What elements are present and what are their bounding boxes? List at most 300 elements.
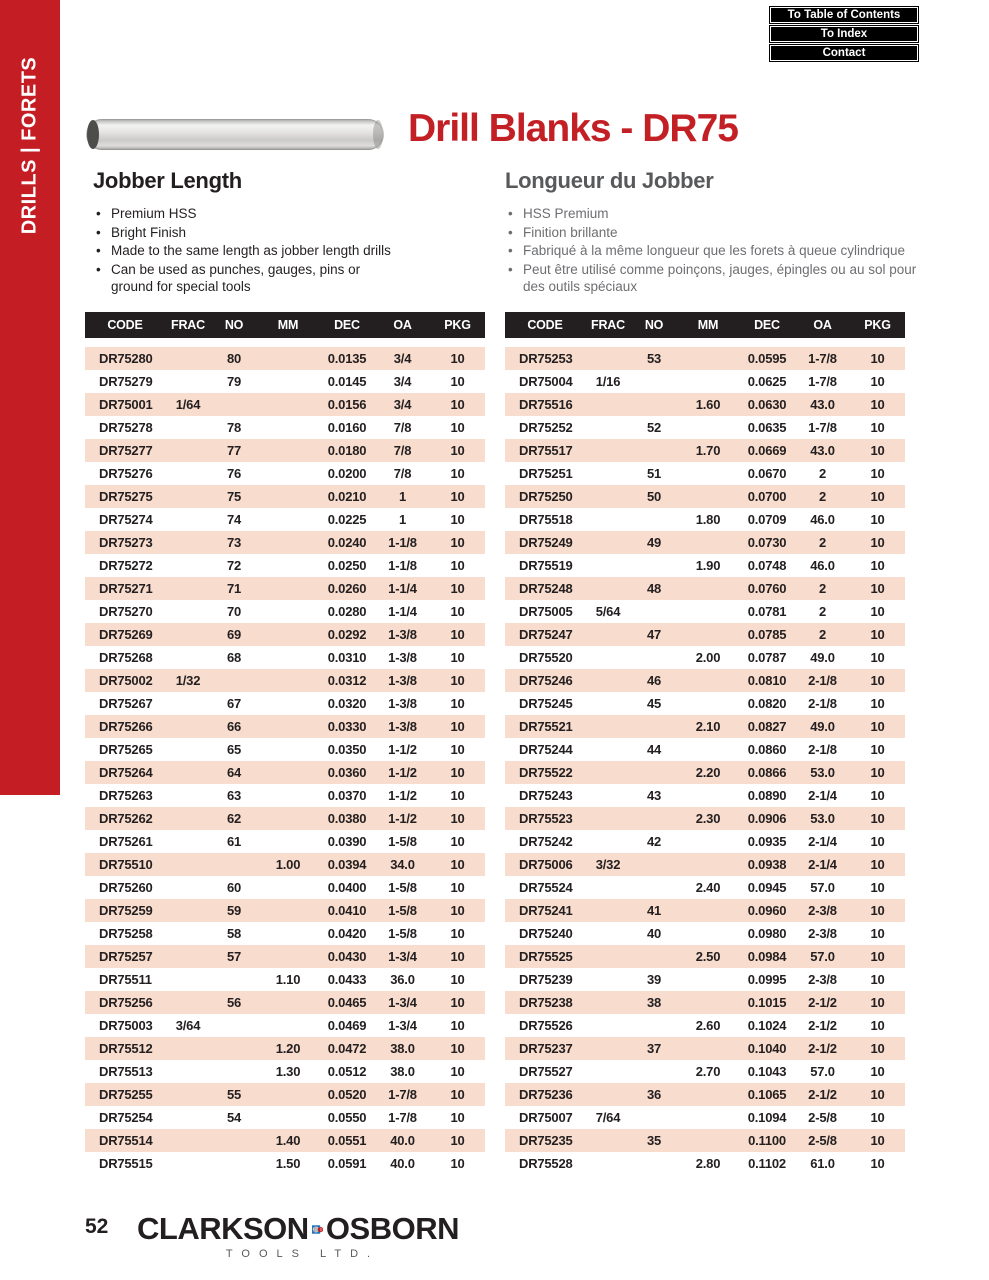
cell-pkg: 10 xyxy=(450,420,465,435)
cell-code: DR75510 xyxy=(99,857,153,872)
table-row xyxy=(505,784,905,807)
cell-dec: 0.0980 xyxy=(747,926,787,941)
cell-pkg: 10 xyxy=(870,1018,885,1033)
cell-pkg: 10 xyxy=(870,1041,885,1056)
cell-pkg: 10 xyxy=(870,742,885,757)
table-row xyxy=(85,830,485,853)
cell-oa: 1-1/4 xyxy=(388,604,417,619)
cell-dec: 0.0938 xyxy=(747,857,787,872)
cell-mm: 2.70 xyxy=(695,1064,721,1079)
cell-code: DR75267 xyxy=(99,696,153,711)
cell-no: 60 xyxy=(226,880,242,895)
cell-pkg: 10 xyxy=(450,719,465,734)
cell-dec: 0.0760 xyxy=(747,581,787,596)
cell-no: 62 xyxy=(226,811,242,826)
cell-oa: 2 xyxy=(818,466,827,481)
cell-oa: 49.0 xyxy=(810,650,835,665)
cell-pkg: 10 xyxy=(870,604,885,619)
feature-item xyxy=(505,261,923,296)
cell-no: 80 xyxy=(226,351,242,366)
cell-pkg: 10 xyxy=(870,558,885,573)
cell-pkg: 10 xyxy=(450,765,465,780)
cell-dec: 0.0200 xyxy=(327,466,367,481)
cell-pkg: 10 xyxy=(870,696,885,711)
cell-dec: 0.0225 xyxy=(327,512,367,527)
cell-dec: 0.0550 xyxy=(327,1110,367,1125)
table-row xyxy=(505,1037,905,1060)
cell-code: DR75521 xyxy=(519,719,573,734)
cell-dec: 0.0810 xyxy=(747,673,787,688)
cell-no: 77 xyxy=(226,443,242,458)
cell-code: DR75005 xyxy=(519,604,573,619)
cell-dec: 0.0433 xyxy=(327,972,367,987)
cell-oa: 3/4 xyxy=(393,351,412,366)
feature-text: Finition brillante xyxy=(523,224,618,240)
cell-oa: 2-3/8 xyxy=(808,903,837,918)
cell-code: DR75514 xyxy=(99,1133,153,1148)
cell-code: DR75001 xyxy=(99,397,153,412)
section-jobber-length xyxy=(93,168,405,297)
cell-code: DR75238 xyxy=(519,995,573,1010)
table-row xyxy=(85,393,485,416)
cell-dec: 0.0360 xyxy=(327,765,367,780)
column-header-mm: MM xyxy=(697,318,719,332)
cell-dec: 0.0787 xyxy=(747,650,787,665)
cell-dec: 0.0380 xyxy=(327,811,367,826)
cell-no: 68 xyxy=(226,650,242,665)
cell-no: 42 xyxy=(646,834,662,849)
cell-no: 72 xyxy=(226,558,242,573)
column-header-no: NO xyxy=(224,318,244,332)
cell-no: 74 xyxy=(226,512,242,527)
cell-code: DR75274 xyxy=(99,512,153,527)
cell-pkg: 10 xyxy=(870,834,885,849)
cell-oa: 1-3/8 xyxy=(388,696,417,711)
cell-code: DR75242 xyxy=(519,834,573,849)
cell-frac: 1/16 xyxy=(595,374,621,389)
table-body xyxy=(85,347,485,1175)
cell-code: DR75272 xyxy=(99,558,153,573)
cell-dec: 0.0669 xyxy=(747,443,787,458)
cell-mm: 1.90 xyxy=(695,558,721,573)
table-row xyxy=(85,738,485,761)
cell-mm: 1.40 xyxy=(275,1133,301,1148)
cell-mm: 1.60 xyxy=(695,397,721,412)
column-header-code: CODE xyxy=(527,318,563,332)
cell-pkg: 10 xyxy=(450,949,465,964)
cell-oa: 46.0 xyxy=(810,512,835,527)
cell-pkg: 10 xyxy=(450,374,465,389)
cell-code: DR75243 xyxy=(519,788,573,803)
cell-oa: 57.0 xyxy=(810,1064,835,1079)
cell-pkg: 10 xyxy=(450,1110,465,1125)
table-row xyxy=(85,853,485,876)
cell-code: DR75527 xyxy=(519,1064,573,1079)
cell-oa: 2 xyxy=(818,581,827,596)
cell-pkg: 10 xyxy=(870,650,885,665)
cell-no: 65 xyxy=(226,742,242,757)
cell-no: 44 xyxy=(646,742,662,757)
cell-code: DR75275 xyxy=(99,489,153,504)
cell-code: DR75250 xyxy=(519,489,573,504)
cell-pkg: 10 xyxy=(450,466,465,481)
cell-code: DR75523 xyxy=(519,811,573,826)
table-row xyxy=(505,1014,905,1037)
table-row xyxy=(85,968,485,991)
cell-frac: 7/64 xyxy=(595,1110,621,1125)
cell-oa: 7/8 xyxy=(393,466,412,481)
cell-dec: 0.0860 xyxy=(747,742,787,757)
table-row xyxy=(505,554,905,577)
cell-code: DR75252 xyxy=(519,420,573,435)
cell-code: DR75268 xyxy=(99,650,153,665)
cell-dec: 0.0670 xyxy=(747,466,787,481)
cell-oa: 2 xyxy=(818,627,827,642)
cell-code: DR75518 xyxy=(519,512,573,527)
cell-no: 58 xyxy=(226,926,242,941)
cell-dec: 0.0250 xyxy=(327,558,367,573)
cell-mm: 1.00 xyxy=(275,857,301,872)
table-row xyxy=(505,1129,905,1152)
cell-dec: 0.0785 xyxy=(747,627,787,642)
cell-oa: 1-3/4 xyxy=(388,949,417,964)
cell-code: DR75273 xyxy=(99,535,153,550)
cell-dec: 0.0280 xyxy=(327,604,367,619)
cell-oa: 43.0 xyxy=(810,397,835,412)
cell-pkg: 10 xyxy=(450,1064,465,1079)
cell-frac: 3/32 xyxy=(595,857,621,872)
cell-dec: 0.0320 xyxy=(327,696,367,711)
cell-code: DR75004 xyxy=(519,374,573,389)
cell-oa: 2-1/8 xyxy=(808,673,837,688)
cell-mm: 2.80 xyxy=(695,1156,721,1171)
cell-pkg: 10 xyxy=(450,604,465,619)
cell-dec: 0.0827 xyxy=(747,719,787,734)
cell-dec: 0.0945 xyxy=(747,880,787,895)
cell-oa: 1 xyxy=(398,489,407,504)
column-header-code: CODE xyxy=(107,318,143,332)
table-row xyxy=(505,508,905,531)
section-heading-en: Jobber Length xyxy=(93,168,242,193)
cell-pkg: 10 xyxy=(870,1110,885,1125)
nav-button-contact[interactable]: Contact xyxy=(770,45,918,61)
cell-dec: 0.0180 xyxy=(327,443,367,458)
cell-code: DR75256 xyxy=(99,995,153,1010)
cell-pkg: 10 xyxy=(450,1156,465,1171)
feature-item xyxy=(93,242,405,260)
cell-oa: 1-7/8 xyxy=(808,351,837,366)
table-row xyxy=(85,1152,485,1175)
cell-oa: 2 xyxy=(818,604,827,619)
table-row xyxy=(505,347,905,370)
cell-code: DR75276 xyxy=(99,466,153,481)
feature-text: Peut être utilisé comme poinçons, jauges, épingles ou au sol pour des outils spéciaux xyxy=(523,261,917,294)
cell-dec: 0.0469 xyxy=(327,1018,367,1033)
cell-oa: 1-3/8 xyxy=(388,673,417,688)
table-row xyxy=(85,876,485,899)
table-row xyxy=(505,853,905,876)
cell-pkg: 10 xyxy=(450,696,465,711)
cell-oa: 2-1/2 xyxy=(808,1041,837,1056)
cell-pkg: 10 xyxy=(870,811,885,826)
cell-dec: 0.1065 xyxy=(747,1087,787,1102)
cell-mm: 1.70 xyxy=(695,443,721,458)
cell-code: DR75248 xyxy=(519,581,573,596)
cell-dec: 0.0748 xyxy=(747,558,787,573)
brand-name-right: OSBORN xyxy=(325,1211,459,1246)
column-header-pkg: PKG xyxy=(864,318,891,332)
cell-dec: 0.1043 xyxy=(747,1064,787,1079)
feature-text: Can be used as punches, gauges, pins or ground for special tools xyxy=(111,261,361,294)
cell-code: DR75280 xyxy=(99,351,153,366)
cell-code: DR75264 xyxy=(99,765,153,780)
feature-item xyxy=(505,205,923,223)
cell-oa: 53.0 xyxy=(810,765,835,780)
cell-pkg: 10 xyxy=(450,880,465,895)
cell-code: DR75512 xyxy=(99,1041,153,1056)
cell-dec: 0.0472 xyxy=(327,1041,367,1056)
table-row xyxy=(505,646,905,669)
cell-oa: 53.0 xyxy=(810,811,835,826)
cell-oa: 61.0 xyxy=(810,1156,835,1171)
cell-oa: 2-1/4 xyxy=(808,834,837,849)
cell-oa: 1-3/8 xyxy=(388,650,417,665)
cell-dec: 0.0635 xyxy=(747,420,787,435)
cell-oa: 1-3/8 xyxy=(388,719,417,734)
cell-dec: 0.0240 xyxy=(327,535,367,550)
cell-code: DR75006 xyxy=(519,857,573,872)
table-header xyxy=(85,312,485,338)
cell-pkg: 10 xyxy=(450,834,465,849)
table-row xyxy=(85,531,485,554)
table-row xyxy=(505,692,905,715)
cell-oa: 1-1/4 xyxy=(388,581,417,596)
cell-dec: 0.1100 xyxy=(748,1133,786,1148)
cell-no: 35 xyxy=(646,1133,662,1148)
cell-pkg: 10 xyxy=(870,489,885,504)
cell-dec: 0.0820 xyxy=(747,696,787,711)
cell-no: 55 xyxy=(226,1087,242,1102)
cell-oa: 1-3/8 xyxy=(388,627,417,642)
cell-pkg: 10 xyxy=(450,1018,465,1033)
cell-code: DR75513 xyxy=(99,1064,153,1079)
table-row xyxy=(505,462,905,485)
cell-pkg: 10 xyxy=(870,719,885,734)
cell-pkg: 10 xyxy=(870,581,885,596)
cell-pkg: 10 xyxy=(870,1156,885,1171)
table-row xyxy=(505,807,905,830)
cell-pkg: 10 xyxy=(450,811,465,826)
cell-oa: 1-3/4 xyxy=(388,1018,417,1033)
cell-oa: 57.0 xyxy=(810,949,835,964)
cell-dec: 0.0984 xyxy=(747,949,787,964)
cell-pkg: 10 xyxy=(870,949,885,964)
table-row xyxy=(85,1060,485,1083)
bullet-icon: • xyxy=(96,224,101,240)
cell-pkg: 10 xyxy=(450,627,465,642)
cell-no: 59 xyxy=(226,903,242,918)
cell-dec: 0.0700 xyxy=(747,489,787,504)
cell-code: DR75237 xyxy=(519,1041,573,1056)
brand-logo-icon xyxy=(312,1214,323,1245)
cell-oa: 2-5/8 xyxy=(808,1110,837,1125)
bullet-icon: • xyxy=(508,243,513,258)
cell-dec: 0.0781 xyxy=(747,604,787,619)
cell-dec: 0.0625 xyxy=(747,374,787,389)
cell-dec: 0.0394 xyxy=(327,857,367,872)
cell-oa: 2-1/2 xyxy=(808,1018,837,1033)
cell-pkg: 10 xyxy=(870,466,885,481)
cell-code: DR75511 xyxy=(99,972,152,987)
cell-no: 79 xyxy=(226,374,242,389)
table-row xyxy=(85,439,485,462)
cell-no: 37 xyxy=(646,1041,662,1056)
cell-oa: 1-1/8 xyxy=(388,558,417,573)
cell-dec: 0.0370 xyxy=(327,788,367,803)
table-row xyxy=(505,899,905,922)
cell-no: 67 xyxy=(226,696,242,711)
column-header-oa: OA xyxy=(393,318,412,332)
cell-dec: 0.0420 xyxy=(327,926,367,941)
column-header-frac: FRAC xyxy=(591,318,625,332)
cell-oa: 1-1/2 xyxy=(388,765,417,780)
cell-pkg: 10 xyxy=(450,650,465,665)
cell-code: DR75236 xyxy=(519,1087,573,1102)
column-header-dec: DEC xyxy=(334,318,360,332)
cell-code: DR75240 xyxy=(519,926,573,941)
section-heading-fr: Longueur du Jobber xyxy=(505,168,714,193)
feature-text: Premium HSS xyxy=(111,206,197,221)
cell-code: DR75249 xyxy=(519,535,573,550)
table-row xyxy=(505,669,905,692)
cell-no: 66 xyxy=(226,719,242,734)
table-row xyxy=(505,393,905,416)
nav-button-to-index[interactable]: To Index xyxy=(770,26,918,42)
cell-no: 50 xyxy=(646,489,662,504)
cell-oa: 2-3/8 xyxy=(808,972,837,987)
cell-dec: 0.0960 xyxy=(747,903,787,918)
feature-list-en xyxy=(93,205,405,296)
cell-no: 69 xyxy=(226,627,242,642)
cell-code: DR75244 xyxy=(519,742,573,757)
cell-code: DR75247 xyxy=(519,627,573,642)
cell-no: 61 xyxy=(226,834,242,849)
cell-dec: 0.0866 xyxy=(747,765,787,780)
cell-pkg: 10 xyxy=(870,765,885,780)
cell-no: 39 xyxy=(646,972,662,987)
cell-code: DR75253 xyxy=(519,351,573,366)
cell-code: DR75262 xyxy=(99,811,153,826)
cell-pkg: 10 xyxy=(450,903,465,918)
cell-oa: 1-7/8 xyxy=(808,374,837,389)
table-row xyxy=(85,577,485,600)
cell-dec: 0.1102 xyxy=(748,1156,786,1171)
cell-oa: 1-7/8 xyxy=(388,1087,417,1102)
cell-dec: 0.0145 xyxy=(327,374,367,389)
cell-pkg: 10 xyxy=(870,972,885,987)
table-row xyxy=(85,1083,485,1106)
nav-button-to-table-of-contents[interactable]: To Table of Contents xyxy=(770,7,918,23)
cell-oa: 2-1/8 xyxy=(808,696,837,711)
cell-code: DR75270 xyxy=(99,604,153,619)
table-header xyxy=(505,312,905,338)
cell-code: DR75515 xyxy=(99,1156,153,1171)
cell-mm: 2.60 xyxy=(695,1018,721,1033)
table-row xyxy=(505,416,905,439)
feature-text: Fabriqué à la même longueur que les forets à queue cylindrique xyxy=(523,243,905,258)
table-row xyxy=(85,1014,485,1037)
cell-oa: 1-5/8 xyxy=(388,903,417,918)
cell-code: DR75266 xyxy=(99,719,153,734)
cell-mm: 2.50 xyxy=(695,949,721,964)
drill-table-left xyxy=(85,312,485,1175)
cell-dec: 0.0135 xyxy=(327,351,367,366)
cell-code: DR75261 xyxy=(99,834,153,849)
table-row xyxy=(505,761,905,784)
cell-pkg: 10 xyxy=(450,397,465,412)
cell-dec: 0.0350 xyxy=(327,742,367,757)
feature-item xyxy=(505,242,923,260)
cell-code: DR75269 xyxy=(99,627,153,642)
cell-frac: 1/64 xyxy=(175,397,201,412)
table-row xyxy=(505,623,905,646)
column-header-dec: DEC xyxy=(754,318,780,332)
cell-no: 53 xyxy=(646,351,662,366)
cell-pkg: 10 xyxy=(450,512,465,527)
cell-pkg: 10 xyxy=(450,1087,465,1102)
cell-oa: 2-1/2 xyxy=(808,1087,837,1102)
cell-dec: 0.0906 xyxy=(747,811,787,826)
cell-no: 36 xyxy=(646,1087,662,1102)
cell-oa: 1-1/2 xyxy=(388,811,417,826)
cell-oa: 1-3/4 xyxy=(388,995,417,1010)
cell-mm: 1.80 xyxy=(695,512,721,527)
cell-no: 41 xyxy=(646,903,662,918)
cell-pkg: 10 xyxy=(450,581,465,596)
table-body xyxy=(505,347,905,1175)
cell-dec: 0.1094 xyxy=(747,1110,787,1125)
cell-pkg: 10 xyxy=(870,535,885,550)
table-row xyxy=(85,1106,485,1129)
cell-pkg: 10 xyxy=(870,995,885,1010)
cell-pkg: 10 xyxy=(450,788,465,803)
cell-pkg: 10 xyxy=(450,742,465,757)
bullet-icon: • xyxy=(96,243,101,258)
cell-oa: 38.0 xyxy=(390,1064,415,1079)
cell-dec: 0.0210 xyxy=(327,489,367,504)
table-row xyxy=(505,439,905,462)
cell-code: DR75254 xyxy=(99,1110,153,1125)
cell-oa: 2 xyxy=(818,489,827,504)
cell-pkg: 10 xyxy=(870,443,885,458)
cell-code: DR75245 xyxy=(519,696,573,711)
cell-dec: 0.0312 xyxy=(327,673,367,688)
cell-oa: 1-1/2 xyxy=(388,742,417,757)
table-row xyxy=(85,646,485,669)
page-title: Drill Blanks - DR75 xyxy=(408,107,738,150)
cell-oa: 1-1/2 xyxy=(388,788,417,803)
cell-code: DR75003 xyxy=(99,1018,153,1033)
cell-pkg: 10 xyxy=(870,420,885,435)
cell-oa: 2-1/4 xyxy=(808,788,837,803)
bullet-icon: • xyxy=(508,206,513,221)
cell-code: DR75516 xyxy=(519,397,573,412)
column-header-pkg: PKG xyxy=(444,318,471,332)
cell-no: 71 xyxy=(226,581,242,596)
cell-code: DR75279 xyxy=(99,374,153,389)
feature-item xyxy=(93,261,405,296)
cell-no: 45 xyxy=(646,696,662,711)
